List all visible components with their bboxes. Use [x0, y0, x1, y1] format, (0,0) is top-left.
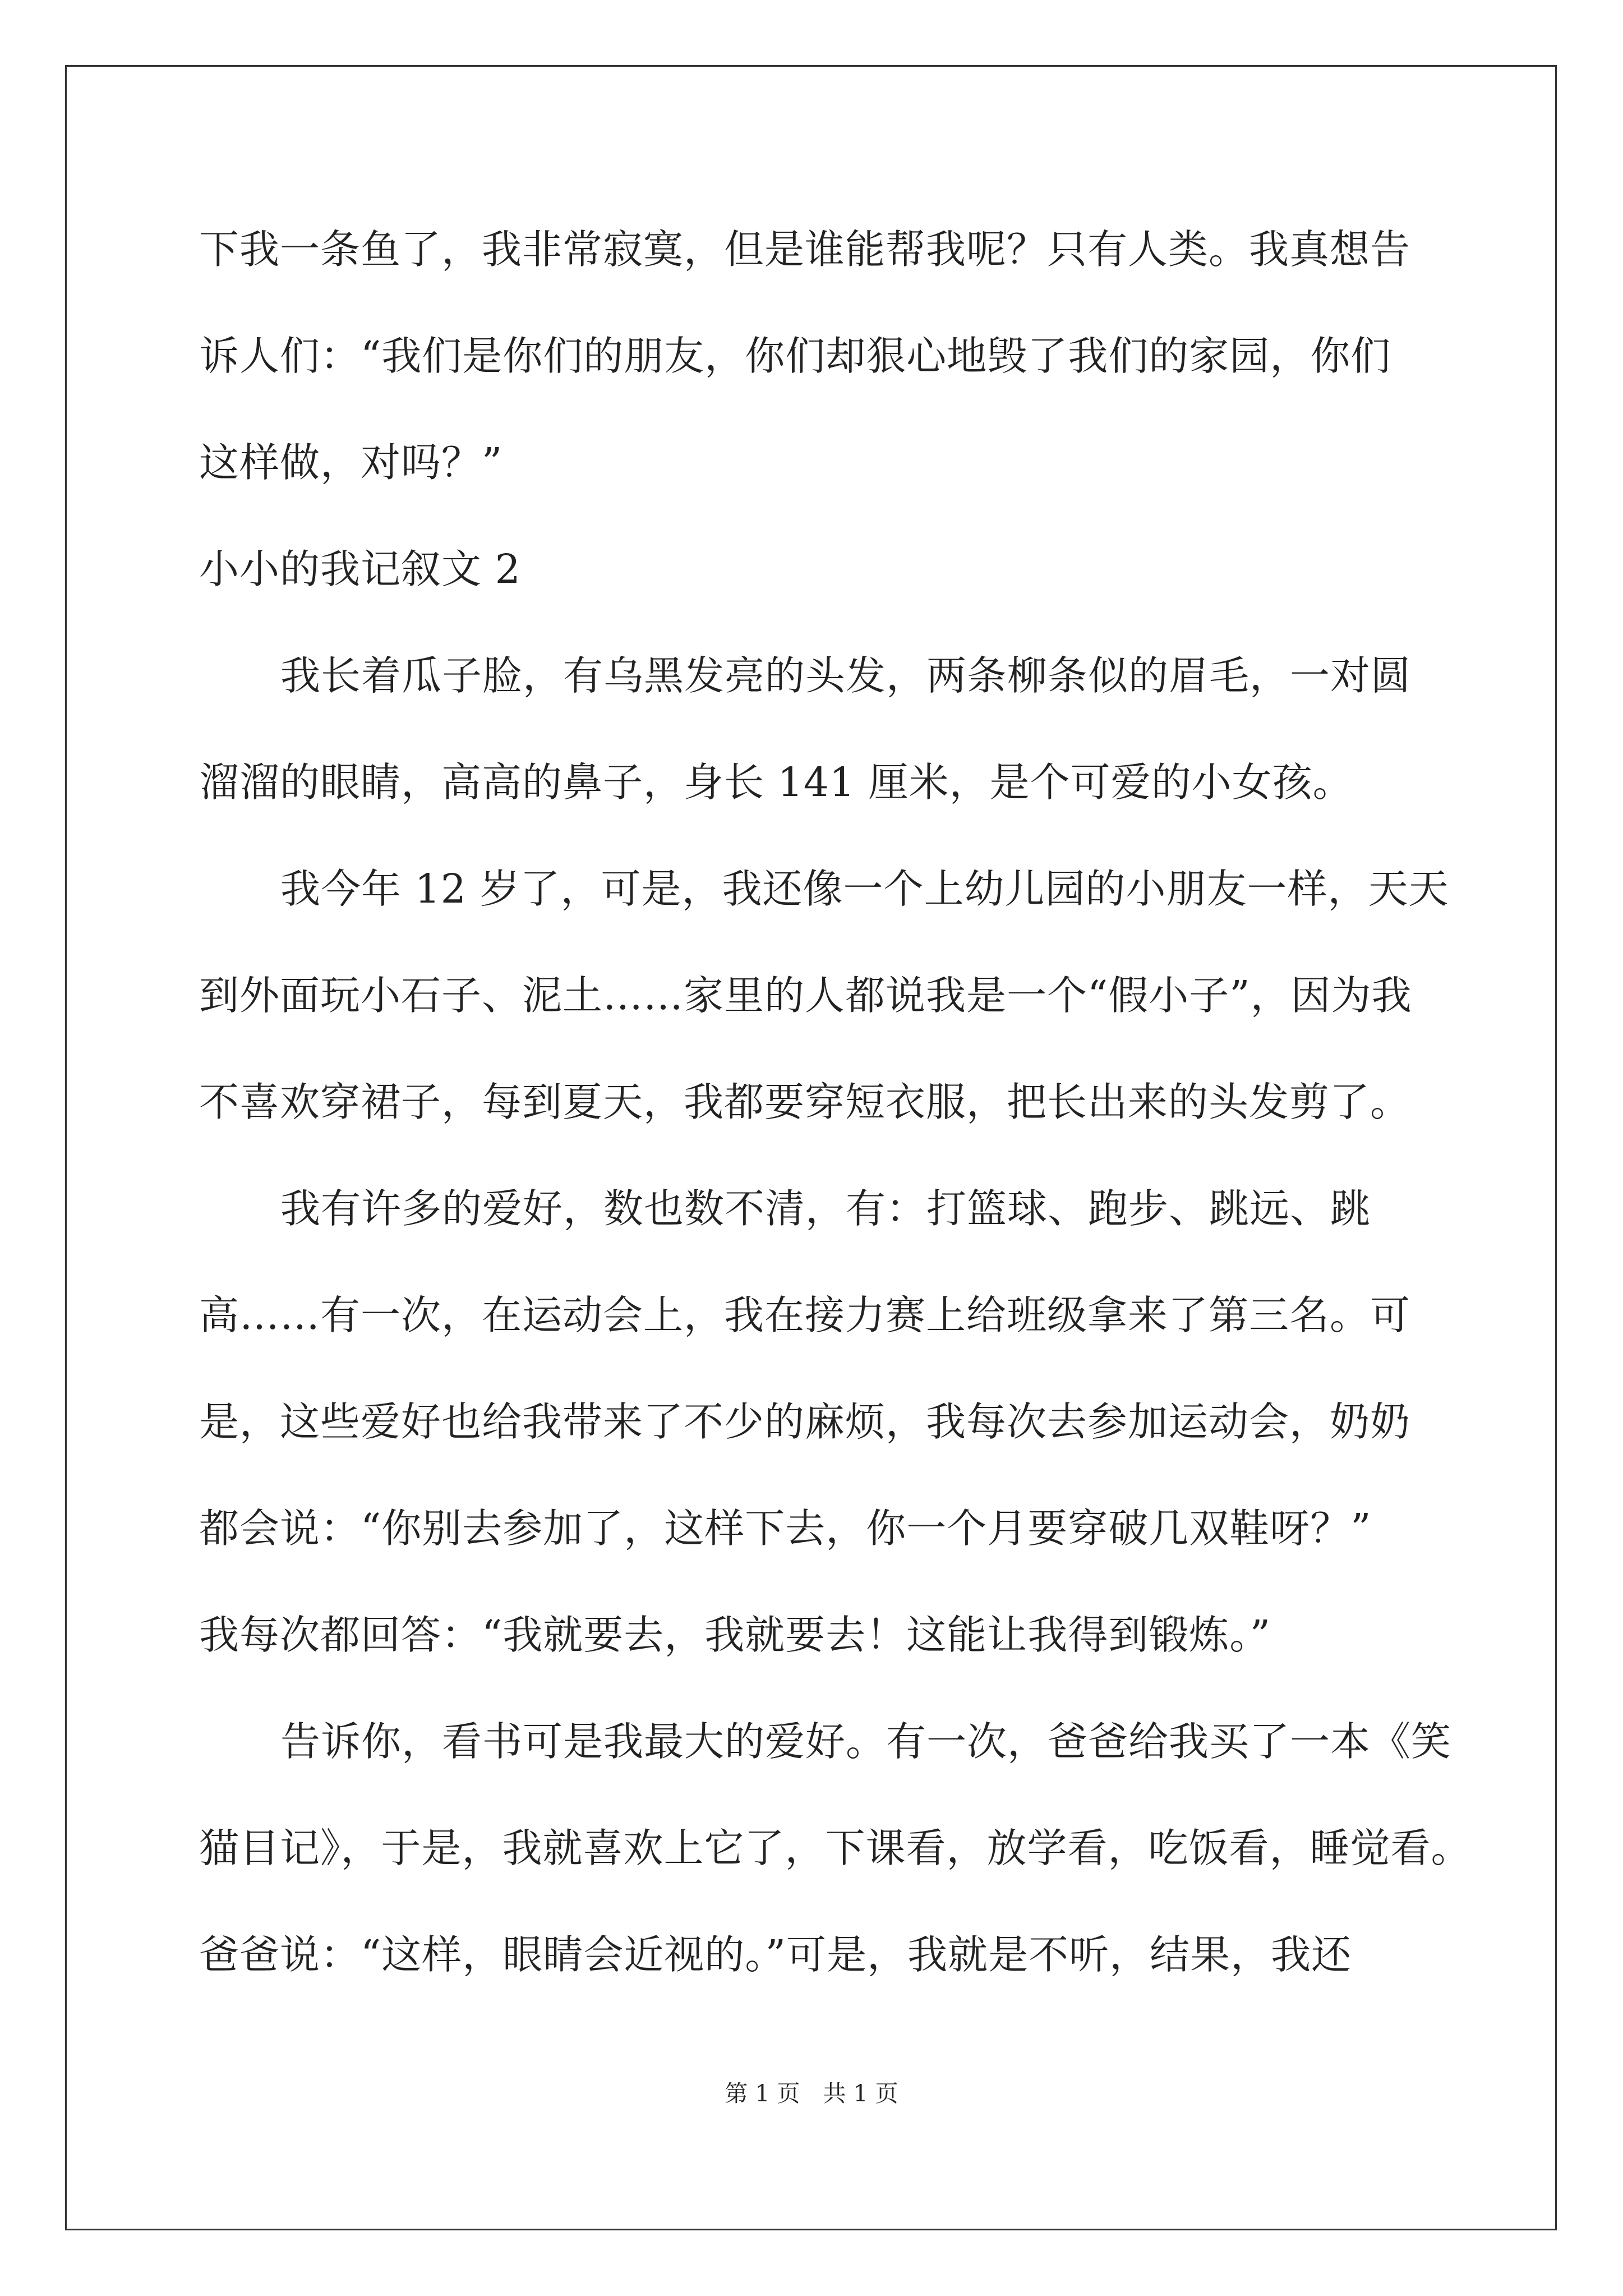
body-text-line: 高……有一次，在运动会上，我在接力赛上给班级拿来了第三名。可 — [199, 1292, 1411, 1338]
page-border — [65, 65, 1557, 2230]
body-text-line: 猫目记》，于是，我就喜欢上它了，下课看，放学看，吃饭看，睡觉看。 — [199, 1825, 1472, 1871]
body-text-line: 都会说：“你别去参加了，这样下去，你一个月要穿破几双鞋呀？” — [199, 1505, 1372, 1552]
page-number-total: 共 1 页 — [823, 2080, 898, 2107]
body-text-line: 这样做，对吗？” — [199, 439, 503, 486]
page-number-current: 第 1 页 — [725, 2080, 800, 2107]
body-text-line: 诉人们：“我们是你们的朋友，你们却狠心地毁了我们的家园，你们 — [199, 333, 1391, 379]
body-text-line: 告诉你，看书可是我最大的爱好。有一次，爸爸给我买了一本《笑 — [280, 1718, 1452, 1765]
body-text-line: 爸爸说：“这样，眼睛会近视的。”可是，我就是不听，结果，我还 — [199, 1931, 1352, 1978]
body-text-line: 下我一条鱼了，我非常寂寞，但是谁能帮我呢？只有人类。我真想告 — [199, 226, 1411, 273]
body-text-line: 到外面玩小石子、泥土……家里的人都说我是一个“假小子”，因为我 — [199, 972, 1412, 1019]
body-text-line: 我今年 12 岁了，可是，我还像一个上幼儿园的小朋友一样，天天 — [280, 866, 1449, 912]
body-text-line: 我长着瓜子脸，有乌黑发亮的头发，两条柳条似的眉毛，一对圆 — [280, 652, 1412, 699]
section-heading: 小小的我记叙文 2 — [199, 546, 521, 592]
body-text-line: 溜溜的眼睛，高高的鼻子，身长 141 厘米，是个可爱的小女孩。 — [199, 759, 1353, 806]
body-text-line: 是，这些爱好也给我带来了不少的麻烦，我每次去参加运动会，奶奶 — [199, 1398, 1411, 1445]
body-text-line: 我每次都回答：“我就要去，我就要去！这能让我得到锻炼。” — [199, 1612, 1271, 1658]
body-text-line: 不喜欢穿裙子，每到夏天，我都要穿短衣服，把长出来的头发剪了。 — [199, 1079, 1411, 1125]
body-text-line: 我有许多的爱好，数也数不清，有：打篮球、跑步、跳远、跳 — [280, 1185, 1371, 1232]
page-footer — [0, 2082, 1623, 2105]
